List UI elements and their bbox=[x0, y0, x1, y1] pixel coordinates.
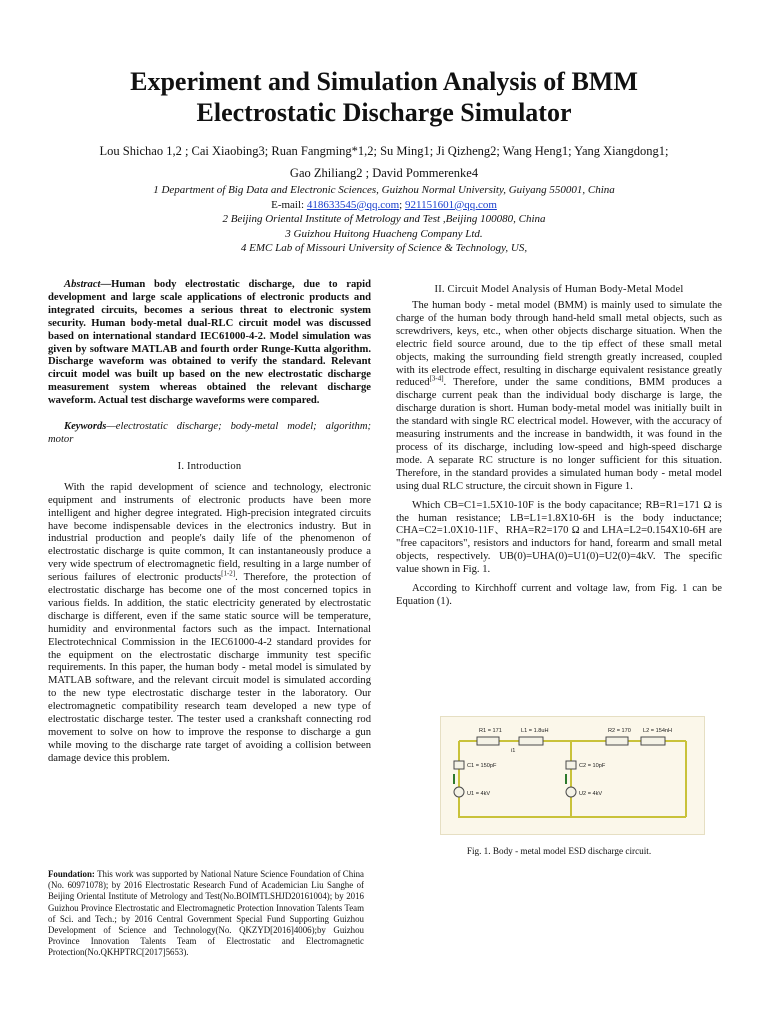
resistor-r1 bbox=[477, 737, 499, 745]
keywords-text: —electrostatic discharge; body-metal model; algorithm; motor bbox=[48, 421, 371, 445]
bmm-text-b: . Therefore, under the same conditions, BMM produces a discharge current peak than the individual body discharge is large, the discharge duration is short. Human body-metal model was initially built in the standard with single RC electrical model. However, with the accuracy of measuring instruments and the increase in bandwidth, it was found in the process of its discharge, including low-speed and high-speed discharge mode. A separate RC structure is no longer sufficient for this situation. Therefore, in the standard provides a simulated human body - metal model using dual RLC structure, the circuit shown in Figure 1. bbox=[396, 377, 722, 492]
citation-3-4: [3-4] bbox=[429, 374, 444, 383]
affiliation-3: 3 Guizhou Huitong Huacheng Company Ltd. bbox=[285, 227, 483, 240]
section-heading-circuit-model: II. Circuit Model Analysis of Human Body-Metal Model bbox=[434, 284, 684, 295]
label-r2: R2 = 170 bbox=[608, 728, 631, 734]
ground-markers bbox=[453, 774, 567, 784]
capacitor-c2 bbox=[566, 761, 576, 769]
title-line-2: Electrostatic Discharge Simulator bbox=[196, 98, 572, 127]
keywords-lead: Keywords bbox=[64, 421, 107, 433]
citation-1-2: [1-2] bbox=[221, 569, 236, 578]
label-i1: i1 bbox=[511, 748, 516, 754]
section-heading-introduction: I. Introduction bbox=[177, 460, 242, 472]
label-l2: L2 = 154nH bbox=[643, 728, 673, 734]
figure-caption: Fig. 1. Body - metal model ESD discharge circuit. bbox=[466, 846, 652, 856]
foundation-text: This work was supported by National Nature Science Foundation of China (No. 60971078); by 2016 Electrostatic Research Fund of Academician Liu Sanghe of Beijing Oriental Institute of Metrology and Test(No.BOIMTLSHJD20161004); by 2016 Guizhou Province Electrostatic and Electromagnetic Protection Innovation Talents Team of Sci. and Tech.; by 2016 Central Government Special Fund Supporting Guizhou Development of Science and Technology(No. QKZYD[2016]4006);by Guizhou Province Innovation Talents Team of Electrostatic and Electromagnetic Protection(No.QKHPTRC[2017]5653). bbox=[48, 869, 364, 958]
circuit-figure bbox=[440, 716, 705, 835]
title-line-1: Experiment and Simulation Analysis of BMM bbox=[130, 67, 638, 96]
affiliation-4: 4 EMC Lab of Missouri University of Science & Technology, US, bbox=[240, 242, 528, 255]
intro-text-a: With the rapid development of science and technology, electronic equipment and instruments of electronic products have been more intelligent and higher degree integrated. High-precision integrated circuits have become indispensable devices in the electronics industry. But in industrial production and people's daily life of the phenomenon of electrostatic discharge is quite common, It can instantaneously produce a very wide spectrum of electromagnetic field, resulting in a large number of serious failures of electronic products bbox=[48, 481, 371, 584]
introduction-paragraph bbox=[48, 482, 371, 766]
kirchhoff-paragraph: According to Kirchhoff current and voltage law, from Fig. 1 can be Equation (1). bbox=[396, 583, 722, 607]
affiliation-2: 2 Beijing Oriental Institute of Metrology and Test ,Beijing 100080, China bbox=[222, 213, 546, 226]
author-list bbox=[40, 140, 728, 184]
voltage-source-u1 bbox=[454, 787, 464, 797]
abstract bbox=[48, 279, 371, 408]
label-c1: C1 = 150pF bbox=[467, 763, 497, 769]
email-link-2[interactable]: 921151601@qq.com bbox=[404, 198, 497, 211]
authors-line-1: Lou Shichao 1,2 ; Cai Xiaobing3; Ruan Fangming*1,2; Su Ming1; Ji Qizheng2; Wang Heng1; Yang Xiangdong1; bbox=[99, 144, 669, 158]
label-u2: U2 = 4kV bbox=[579, 791, 603, 797]
label-u1: U1 = 4kV bbox=[467, 791, 491, 797]
inductor-l2 bbox=[641, 737, 665, 745]
parameters-paragraph: Which CB=C1=1.5X10-10F is the body capacitance; RB=R1=171 Ω is the human resistance; LB=L1=1.8X10-6H is the body inductance; CHA=C2=1.0X10-11F、RHA=R2=170 Ω and LHA=L2=0.154X10-6H are "free capacitors", resistors and inductors for hand, forearm and small metal objects, respectively. UB(0)=UHA(0)=U1(0)=U2(0)=4kV. The specific value shown in Fig. 1. bbox=[396, 499, 722, 576]
intro-text-b: . Therefore, the protection of electrostatic discharge has become one of the most concerned topics in various fields. In addition, the static electricity generated by electrostatic discharge is different, even if the same static source will be temperature, humidity and environmental factors such as the impact. International Electrotechnical Commission in the IEC61000-4-2 standard provides for the equipment on the electrostatic discharge immunity test specific requirements. In this paper, the human body - metal model is simulated by MATLAB software, and the relevant circuit model is simulated according to the new type electrostatic discharge tester in the laboratory. Our electromagnetic compatibility research team developed a new type of electrostatic discharge tester. The tester used a crankshaft connecting rod movement to solve on how to improve the response to discharge a gun while moving to the discharge rate target of avoiding a collision between damage device this problem. bbox=[48, 572, 371, 764]
inductor-l1 bbox=[519, 737, 543, 745]
circuit-diagram bbox=[441, 717, 704, 834]
foundation-lead: Foundation: bbox=[48, 869, 95, 879]
email-separator: ; bbox=[399, 198, 405, 211]
label-c2: C2 = 10pF bbox=[579, 763, 606, 769]
label-l1: L1 = 1.8uH bbox=[521, 728, 549, 734]
abstract-lead: Abstract bbox=[64, 279, 101, 290]
bmm-text-a: The human body - metal model (BMM) is mainly used to simulate the charge of the human body through hand-held small metal objects, such as screwdrivers, keys, etc., when other objects discharge situation. When the electric field source around, due to the tip effect of these small metal objects, making the surrounding field strength greatly increased, coupled with its electrode effect, resulting in discharge equivalent resistance greatly reduced bbox=[396, 300, 722, 389]
affiliations bbox=[40, 183, 728, 256]
paper-title bbox=[40, 66, 728, 128]
abstract-text: —Human body electrostatic discharge, due to rapid development and large scale applications of electronic products and integrated circuits, becomes a serious threat to electronic system security. Human body-metal dual-RLC circuit model was discussed based on international standard IEC61000-4-2. Model simulation was given by software MATLAB and fourth order Runge-Kutta algorithm. Discharge waveform was obtained to verify the standard. Relevant circuit model was built up based on the new electrostatic discharge measurement system whereas obtained the relevant discharge waveform. Actual test discharge waveforms were compared. bbox=[48, 279, 371, 407]
voltage-source-u2 bbox=[566, 787, 576, 797]
resistor-r2 bbox=[606, 737, 628, 745]
right-column bbox=[396, 283, 722, 615]
foundation-footnote bbox=[48, 869, 364, 959]
label-r1: R1 = 171 bbox=[479, 728, 502, 734]
left-column bbox=[48, 279, 371, 772]
circuit-wires bbox=[459, 741, 686, 817]
email-link-1[interactable]: 418633545@qq.com bbox=[306, 198, 400, 211]
email-line bbox=[40, 198, 728, 213]
capacitor-c1 bbox=[454, 761, 464, 769]
affiliation-1: 1 Department of Big Data and Electronic Sciences, Guizhou Normal University, Guiyang 550001, China bbox=[153, 184, 615, 196]
keywords bbox=[48, 421, 371, 447]
authors-line-2: Gao Zhiliang2 ; David Pommerenke4 bbox=[289, 166, 479, 180]
email-label: E-mail: bbox=[271, 198, 307, 211]
bmm-paragraph bbox=[396, 300, 722, 494]
